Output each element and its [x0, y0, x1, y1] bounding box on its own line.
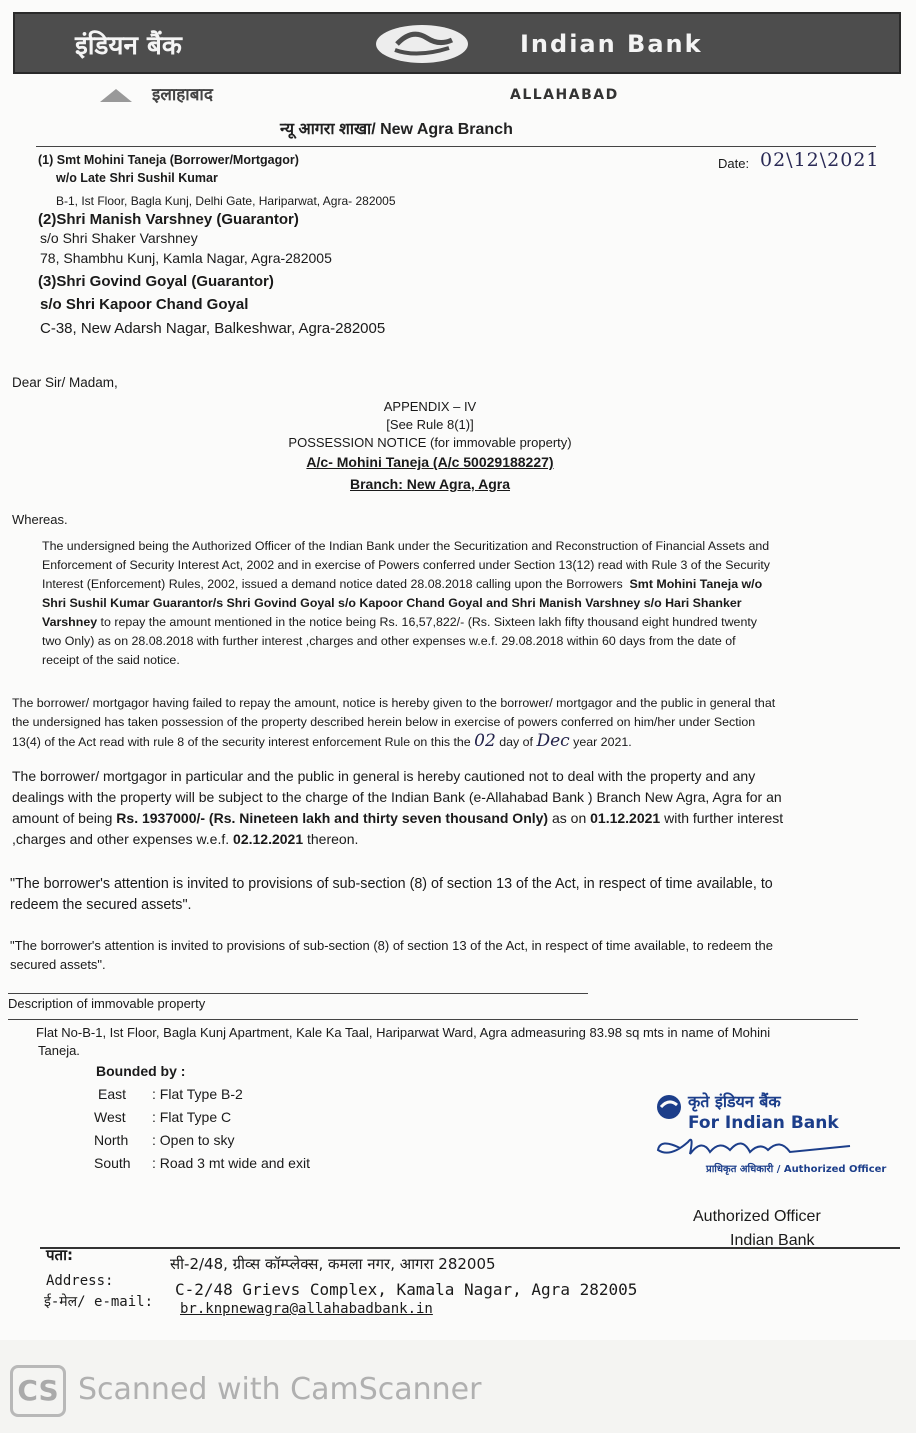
- legacy-hindi-line: [100, 82, 213, 105]
- addressee-1-address: B-1, Ist Floor, Bagla Kunj, Delhi Gate, Hariparwat, Agra- 282005: [56, 194, 396, 208]
- footer-address-label-hindi: पता:: [46, 1246, 73, 1264]
- addressee-1-name: (1) Smt Mohini Taneja (Borrower/Mortgagor): [38, 153, 299, 167]
- addressee-3-relation: s/o Shri Kapoor Chand Goyal: [40, 296, 249, 313]
- salutation: Dear Sir/ Madam,: [12, 375, 118, 390]
- p5-line-1: "The borrower's attention is invited to provisions of sub-section (8) of section 13 of the Act, in respect of time available, to redeem the: [10, 938, 773, 953]
- allahabad-logo-icon: [100, 89, 132, 102]
- header-divider: [36, 146, 876, 147]
- footer-address-label: Address:: [46, 1273, 114, 1289]
- p2-year: year 2021.: [573, 735, 632, 749]
- bound-direction: East: [98, 1086, 127, 1102]
- paragraph-caution: [12, 766, 852, 850]
- addressee-3-address: C-38, New Adarsh Nagar, Balkeshwar, Agra-282005: [40, 320, 386, 337]
- bank-name-english: Indian Bank: [520, 30, 703, 58]
- guarantor-surname: Varshney: [42, 615, 98, 629]
- p1-line-7: receipt of the said notice.: [42, 653, 180, 667]
- p1-line-3: [42, 575, 842, 594]
- property-divider-top: [8, 993, 588, 994]
- footer-address: C-2/48 Grievs Complex, Kamala Nagar, Agra 282005: [175, 1280, 638, 1299]
- addressee-3-name: (3)Shri Govind Goyal (Guarantor): [38, 273, 274, 290]
- p2-day-of: day of: [499, 735, 534, 749]
- bound-value: : Flat Type B-2: [152, 1086, 243, 1102]
- paragraph-possession: [12, 694, 842, 752]
- signatory-title: Authorized Officer: [693, 1208, 821, 1225]
- stamp-english: For Indian Bank: [688, 1113, 839, 1133]
- stamp-logo-icon: [654, 1092, 684, 1122]
- footer-address-hindi: सी-2/48, ग्रीव्स कॉम्प्लेक्स, कमला नगर, आगरा 282005: [170, 1255, 496, 1273]
- property-heading: Description of immovable property: [8, 996, 206, 1011]
- p3-line-4: [12, 829, 852, 850]
- p3-further-interest: with further interest: [664, 810, 784, 826]
- bound-value: : Flat Type C: [152, 1109, 232, 1125]
- bound-value: : Road 3 mt wide and exit: [152, 1155, 310, 1171]
- p1-line-4: Shri Sushil Kumar Guarantor/s Shri Govind Goyal s/o Kapoor Chand Goyal and Shri Manish Varshney s/o Hari Shanker: [42, 596, 742, 610]
- branch-heading: Branch: New Agra, Agra: [350, 476, 510, 492]
- amount-date: 01.12.2021: [590, 810, 661, 826]
- p3-as-on: as on: [551, 810, 587, 826]
- stamp-hindi: कृते इंडियन बैंक: [688, 1092, 781, 1111]
- property-divider: [8, 1019, 858, 1020]
- bounded-by-label: Bounded by :: [96, 1063, 186, 1079]
- p2-line-3-text: 13(4) of the Act read with rule 8 of the security interest enforcement Rule on this the: [12, 735, 471, 749]
- date-label: Date:: [718, 156, 750, 171]
- bank-logo-icon: [367, 20, 477, 68]
- p2-line-2: the undersigned has taken possession of the property described herein below in exercise of powers conferred on him/her under Section: [12, 715, 756, 729]
- letterhead-banner: [13, 12, 901, 74]
- p1-line-2: Enforcement of Security Interest Act, 2002 and in exercise of Powers conferred under Section 13(12) read with Rule 3 of the Security: [42, 558, 770, 572]
- signatory-org: Indian Bank: [730, 1232, 815, 1249]
- notice-title: POSSESSION NOTICE (for immovable property): [288, 435, 572, 450]
- p5-line-2: secured assets".: [10, 957, 106, 972]
- addressee-2-name: (2)Shri Manish Varshney (Guarantor): [38, 211, 299, 228]
- date-value: 02\12\2021: [760, 149, 880, 171]
- p3-line-3: [12, 808, 852, 829]
- outstanding-amount: Rs. 1937000/- (Rs. Nineteen lakh and thirty seven thousand Only): [116, 810, 549, 826]
- account-line: A/c- Mohini Taneja (A/c 50029188227): [306, 454, 554, 470]
- p1-line-1: The undersigned being the Authorized Officer of the Indian Bank under the Securitization and Reconstruction of Financial Assets and: [42, 539, 770, 553]
- p1-line-5: [42, 613, 842, 632]
- possession-month: Dec: [536, 731, 570, 751]
- legacy-english: ALLAHABAD: [510, 87, 619, 103]
- branch-name: न्यू आगरा शाखा/ New Agra Branch: [280, 121, 513, 138]
- whereas-label: Whereas.: [12, 512, 68, 527]
- p1-line-5-text: to repay the amount mentioned in the notice being Rs. 16,57,822/- (Rs. Sixteen lakh fifty thousand eight hundred twenty: [97, 615, 757, 629]
- stamp-designation: प्राधिकृत अधिकारी / Authorized Officer: [706, 1164, 887, 1175]
- p1-line-3-text: Interest (Enforcement) Rules, 2002, issued a demand notice dated 28.08.2018 calling upon the Borrowers: [42, 577, 623, 591]
- p3-line-2: dealings with the property will be subject to the charge of the Indian Bank (e-Allahabad Bank ) Branch New Agra, Agra for an: [12, 789, 782, 805]
- bound-direction: South: [94, 1155, 131, 1171]
- bank-name-hindi: इंडियन बैंक: [75, 31, 182, 61]
- addressee-1-relation: w/o Late Shri Sushil Kumar: [56, 171, 218, 185]
- property-description-line-2: Taneja.: [38, 1043, 80, 1058]
- p3-amount-label: amount of being: [12, 810, 113, 826]
- addressee-2-relation: s/o Shri Shaker Varshney: [40, 230, 198, 246]
- camscanner-watermark: Scanned with CamScanner: [78, 1372, 482, 1407]
- p3-thereon: thereon.: [307, 831, 359, 847]
- signature-icon: [650, 1128, 870, 1162]
- possession-day: 02: [474, 731, 496, 751]
- footer-email-label: ई-मेल/ e-mail:: [44, 1294, 154, 1310]
- rule-reference: [See Rule 8(1)]: [386, 417, 474, 432]
- footer-divider: [40, 1247, 900, 1249]
- paragraph-attention-1: [10, 874, 860, 916]
- legacy-hindi: इलाहाबाद: [152, 85, 213, 105]
- interest-date: 02.12.2021: [233, 831, 304, 847]
- paragraph-attention-2: [10, 936, 860, 974]
- p3-line-1: The borrower/ mortgagor in particular and the public in general is hereby cautioned not to deal with the property and any: [12, 768, 756, 784]
- bank-stamp: [650, 1088, 887, 1188]
- bound-direction: North: [94, 1132, 129, 1148]
- bound-direction: West: [94, 1109, 126, 1125]
- property-description-line-1: Flat No-B-1, Ist Floor, Bagla Kunj Apartment, Kale Ka Taal, Hariparwat Ward, Agra admeasuring 83.98 sq mts in name of Mohini: [36, 1025, 771, 1040]
- p2-line-1: The borrower/ mortgagor having failed to repay the amount, notice is hereby given to the borrower/ mortgagor and the public in general that: [12, 696, 776, 710]
- paragraph-demand-notice: [42, 537, 842, 670]
- borrower-name: Smt Mohini Taneja w/o: [629, 577, 763, 591]
- footer-email[interactable]: br.knpnewagra@allahabadbank.in: [180, 1301, 433, 1317]
- p1-line-6: two Only) as on 28.08.2018 with further interest ,charges and other expenses w.e.f. 29.08.2018 within 60 days from the date of: [42, 634, 736, 648]
- bound-value: : Open to sky: [152, 1132, 235, 1148]
- addressee-2-address: 78, Shambhu Kunj, Kamla Nagar, Agra-282005: [40, 250, 332, 266]
- appendix-title: APPENDIX – IV: [383, 399, 477, 414]
- p4-line-1: "The borrower's attention is invited to provisions of sub-section (8) of section 13 of the Act, in respect of time available, to: [10, 876, 773, 892]
- p2-line-3: [12, 732, 842, 752]
- camscanner-logo-icon: CS: [10, 1365, 66, 1417]
- p4-line-2: redeem the secured assets".: [10, 897, 192, 913]
- p3-charges: ,charges and other expenses w.e.f.: [12, 831, 230, 847]
